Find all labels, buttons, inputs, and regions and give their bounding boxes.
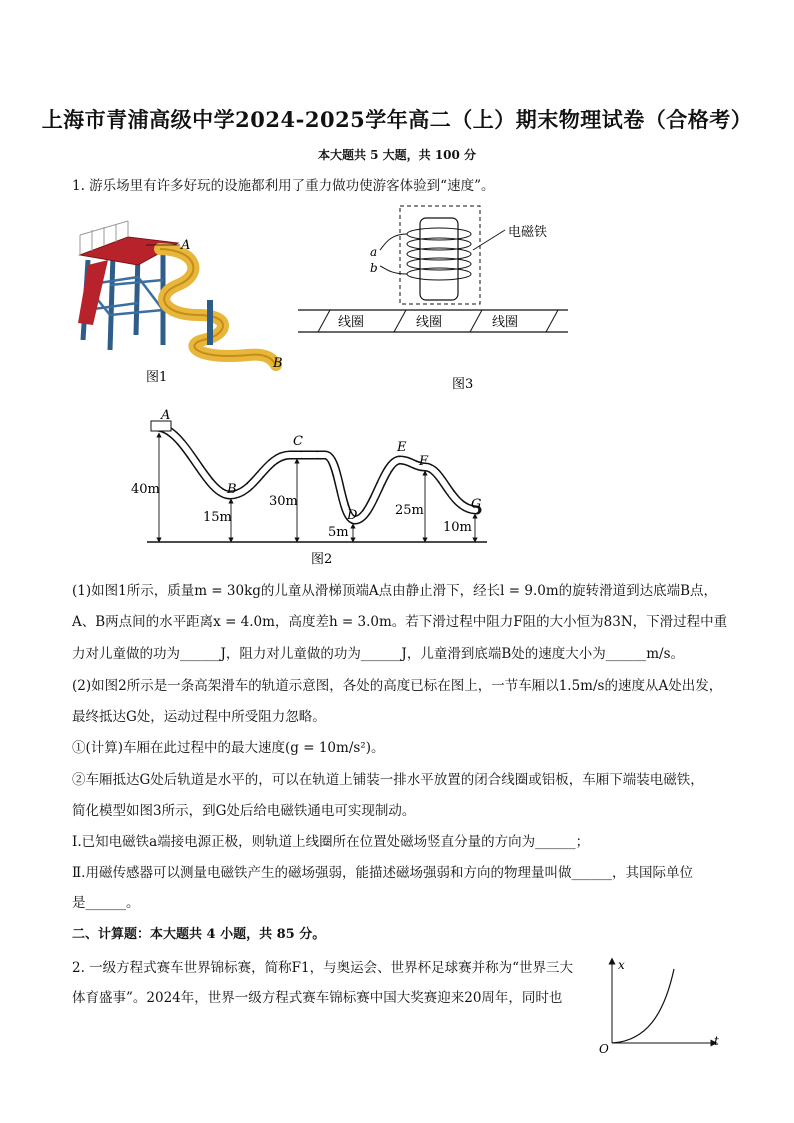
fig2-height-g: 10m (443, 520, 472, 535)
q2-line2: 体育盛事”。2024年，世界一级方程式赛车锦标赛中国大奖赛迎来20周年，同时也 (72, 990, 563, 1006)
q2-xt-graph (596, 955, 726, 1060)
fig2-point-a: A (161, 408, 171, 423)
graph-y-label: x (618, 958, 625, 972)
fig2-height-c: 30m (269, 494, 298, 509)
paper-subtitle: 本大题共 5 大题，共 100 分 (317, 148, 477, 162)
fig2-point-f: F (419, 454, 429, 469)
fig2-height-b: 15m (203, 510, 232, 525)
fig2-point-e: E (397, 440, 407, 455)
fig1-label-b: B (273, 356, 283, 371)
q1-part2-sub2-line1: ②车厢抵达G处后轨道是水平的，可以在轨道上铺装一排水平放置的闭合线圈或铝板，车厢下端装电磁铁， (72, 772, 704, 788)
figure-3-electromagnet (290, 200, 580, 395)
q1-part2-line1: (2)如图2所示是一条高架滑车的轨道示意图，各处的高度已标在图上，一节车厢以1.5m/s的速度从A处出发， (72, 678, 723, 694)
figure-2-track (125, 405, 505, 570)
q1-part2-line2: 最终抵达G处，运动过程中所受阻力忽略。 (72, 709, 326, 725)
fig3-magnet-label: 电磁铁 (508, 225, 548, 240)
q1-part2-sub2-line2: 简化模型如图3所示，到G处后给电磁铁通电可实现制动。 (72, 803, 416, 819)
fig3-coil-label-3: 线圈 (492, 315, 519, 330)
figure-1-slide (68, 215, 293, 385)
q1-part1-line3: 力对儿童做的功为______J，阻力对儿童做的功为______J，儿童滑到底端B处的速度大小为______m/s。 (72, 646, 685, 662)
fig3-label-a: a (370, 245, 378, 259)
fig1-label-a: A (181, 238, 191, 253)
q1-roman2-line2: 是______。 (72, 895, 140, 911)
fig3-label-b: b (370, 261, 378, 275)
q1-part1-line2: A、B两点间的水平距离x = 4.0m，高度差h = 3.0m。若下滑过程中阻力F阻的大小恒为83N，下滑过程中重 (72, 614, 728, 630)
q1-part2-sub1: ①(计算)车厢在此过程中的最大速度(g = 10m/s²)。 (72, 740, 385, 756)
q1-roman2-line1: Ⅱ.用磁传感器可以测量电磁铁产生的磁场强弱，能描述磁场强弱和方向的物理量叫做______，其国际单位 (72, 865, 693, 881)
fig3-coil-label-2: 线圈 (416, 315, 443, 330)
section2-heading: 二、计算题：本大题共 4 小题，共 85 分。 (72, 927, 326, 942)
fig2-point-d: D (347, 508, 358, 523)
fig3-caption: 图3 (452, 377, 474, 392)
graph-x-label: t (714, 1034, 719, 1048)
paper-title: 上海市青浦高级中学2024-2025学年高二（上）期末物理试卷（合格考） (41, 107, 753, 132)
q1-roman1: Ⅰ.已知电磁铁a端接电源正极，则轨道上线圈所在位置处磁场竖直分量的方向为______； (72, 834, 590, 850)
fig1-caption: 图1 (146, 370, 168, 385)
graph-origin-label: O (599, 1042, 609, 1056)
fig2-height-a: 40m (131, 482, 160, 497)
fig2-caption: 图2 (311, 552, 333, 567)
fig2-height-d: 5m (328, 525, 349, 540)
q2-line1: 2. 一级方程式赛车世界锦标赛，简称F1，与奥运会、世界杯足球赛并称为“世界三大 (72, 960, 574, 976)
q1-intro: 1. 游乐场里有许多好玩的设施都利用了重力做功使游客体验到“速度”。 (72, 178, 495, 194)
fig2-height-f: 25m (395, 503, 424, 518)
q1-part1-line1: (1)如图1所示，质量m = 30kg的儿童从滑梯顶端A点由静止滑下，经长l = 9.0m的旋转滑道到达底端B点， (72, 583, 718, 599)
fig2-point-c: C (293, 434, 303, 449)
fig3-coil-label-1: 线圈 (338, 315, 365, 330)
fig2-point-b: B (227, 482, 237, 497)
fig2-point-g: G (471, 497, 482, 512)
